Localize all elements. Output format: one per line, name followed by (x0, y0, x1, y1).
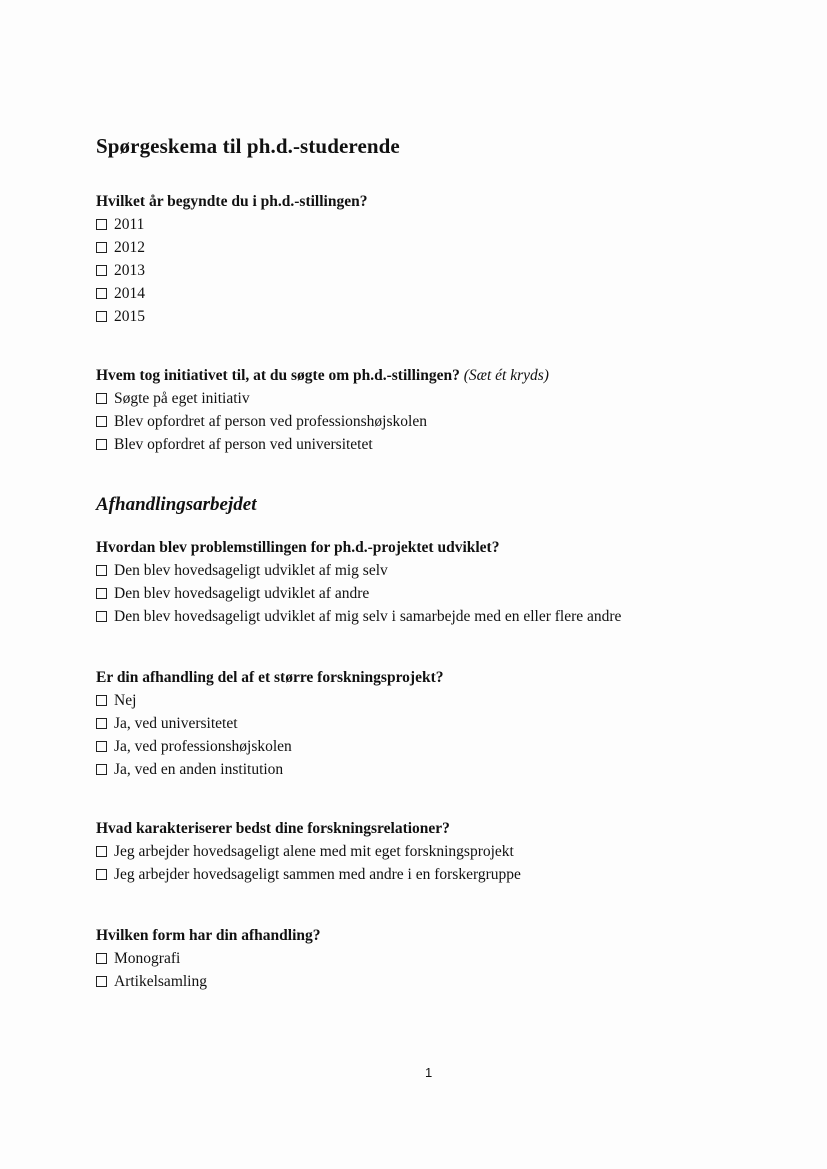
option-label: Jeg arbejder hovedsageligt alene med mit eget forskningsprojekt (114, 842, 514, 860)
option-item[interactable] (96, 213, 367, 236)
option-label: Blev opfordret af person ved professionshøjskolen (114, 412, 427, 430)
option-item[interactable] (96, 305, 367, 328)
option-item[interactable] (96, 605, 621, 628)
section-heading: Afhandlingsarbejdet (96, 494, 257, 515)
option-item[interactable] (96, 259, 367, 282)
option-label: 2011 (114, 215, 145, 233)
checkbox[interactable] (96, 846, 107, 857)
checkbox[interactable] (96, 869, 107, 880)
option-item[interactable] (96, 735, 444, 758)
option-item[interactable] (96, 863, 521, 886)
option-label: 2012 (114, 238, 145, 256)
question-text (96, 365, 549, 387)
option-label: Jeg arbejder hovedsageligt sammen med andre i en forskergruppe (114, 865, 521, 883)
checkbox[interactable] (96, 439, 107, 450)
option-label: 2014 (114, 284, 145, 302)
checkbox[interactable] (96, 265, 107, 276)
checkbox[interactable] (96, 611, 107, 622)
question-label: Hvem tog initiativet til, at du søgte om ph.d.-stillingen? (96, 367, 460, 384)
question-note: (Sæt ét kryds) (463, 367, 549, 384)
checkbox[interactable] (96, 718, 107, 729)
option-item[interactable] (96, 387, 549, 410)
checkbox[interactable] (96, 741, 107, 752)
option-item[interactable] (96, 236, 367, 259)
question-initiative (96, 365, 549, 456)
checkbox[interactable] (96, 219, 107, 230)
page-number: 1 (425, 1065, 433, 1080)
checkbox[interactable] (96, 288, 107, 299)
checkbox[interactable] (96, 588, 107, 599)
question-text: Hvilken form har din afhandling? (96, 927, 321, 944)
option-item[interactable] (96, 433, 549, 456)
option-item[interactable] (96, 582, 621, 605)
option-item[interactable] (96, 712, 444, 735)
option-item[interactable] (96, 410, 549, 433)
question-start-year (96, 191, 367, 328)
option-label: Ja, ved universitetet (114, 714, 238, 732)
checkbox[interactable] (96, 976, 107, 987)
question-text: Er din afhandling del af et større forskningsprojekt? (96, 669, 444, 686)
page-title: Spørgeskema til ph.d.-studerende (96, 134, 400, 158)
option-label: Ja, ved professionshøjskolen (114, 737, 292, 755)
question-text: Hvad karakteriserer bedst dine forskningsrelationer? (96, 820, 450, 837)
checkbox[interactable] (96, 764, 107, 775)
option-label: Nej (114, 691, 137, 709)
option-item[interactable] (96, 758, 444, 781)
option-item[interactable] (96, 689, 444, 712)
option-item[interactable] (96, 559, 621, 582)
option-label: Blev opfordret af person ved universitetet (114, 435, 373, 453)
checkbox[interactable] (96, 695, 107, 706)
question-thesis-form (96, 925, 321, 993)
option-item[interactable] (96, 282, 367, 305)
option-item[interactable] (96, 970, 321, 993)
option-label: Artikelsamling (114, 972, 207, 990)
option-label: Søgte på eget initiativ (114, 389, 250, 407)
option-label: Den blev hovedsageligt udviklet af mig selv (114, 561, 388, 579)
checkbox[interactable] (96, 416, 107, 427)
checkbox[interactable] (96, 311, 107, 322)
option-label: 2013 (114, 261, 145, 279)
option-label: Monografi (114, 949, 181, 967)
question-larger-project (96, 667, 444, 781)
checkbox[interactable] (96, 242, 107, 253)
option-label: Ja, ved en anden institution (114, 760, 284, 778)
option-label: Den blev hovedsageligt udviklet af mig selv i samarbejde med en eller flere andre (114, 607, 622, 625)
option-item[interactable] (96, 840, 521, 863)
checkbox[interactable] (96, 393, 107, 404)
question-problem-development (96, 537, 621, 628)
question-text: Hvordan blev problemstillingen for ph.d.-projektet udviklet? (96, 539, 500, 556)
checkbox[interactable] (96, 565, 107, 576)
question-text: Hvilket år begyndte du i ph.d.-stillingen? (96, 193, 368, 210)
option-label: 2015 (114, 307, 145, 325)
option-item[interactable] (96, 947, 321, 970)
checkbox[interactable] (96, 953, 107, 964)
question-research-relations (96, 818, 521, 886)
option-label: Den blev hovedsageligt udviklet af andre (114, 584, 370, 602)
